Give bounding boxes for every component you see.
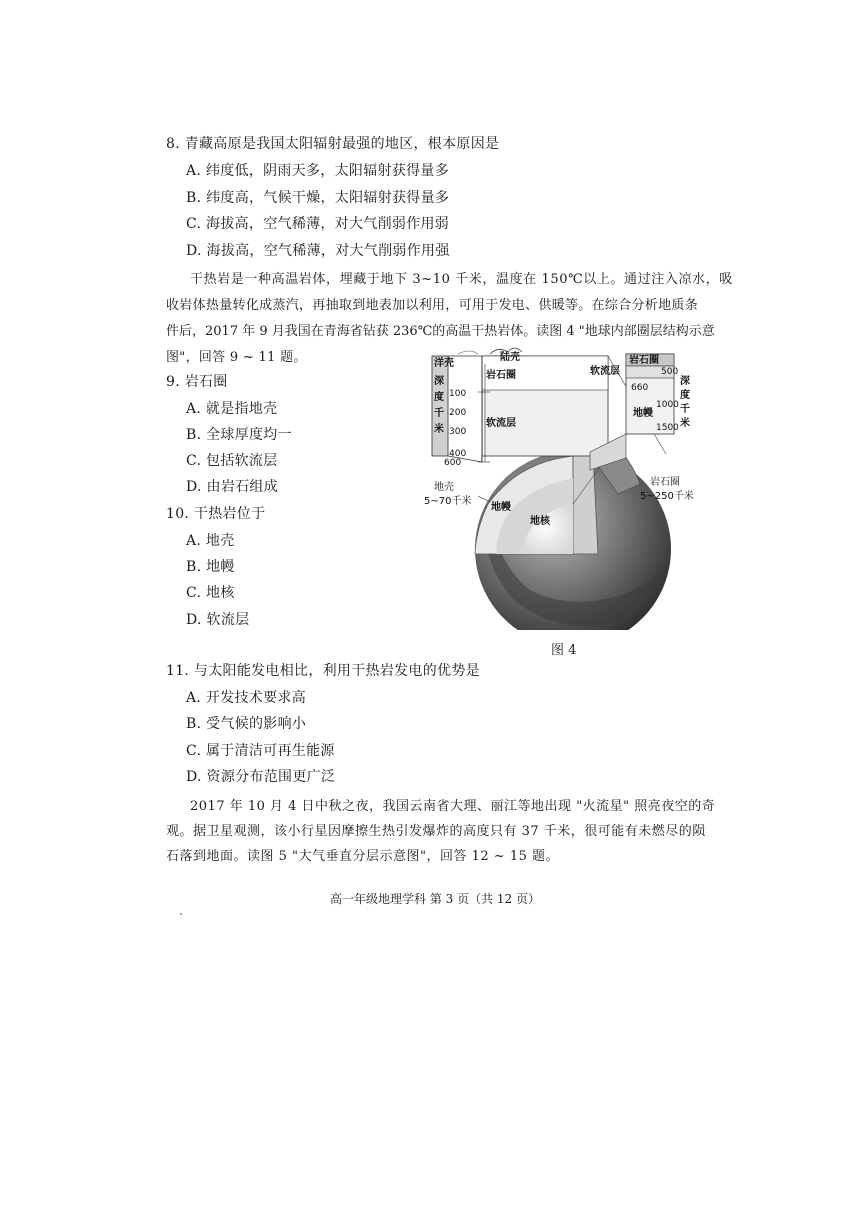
q11-option-a: A. 开发技术要求高 <box>186 690 307 706</box>
earth-sphere <box>475 448 671 630</box>
q10-option-d: D. 软流层 <box>186 612 250 628</box>
left-lithosphere-label: 岩石圈 <box>486 370 516 381</box>
q10-option-a: A. 地壳 <box>186 533 235 549</box>
q10-stem: 10. 干热岩位于 <box>166 506 266 522</box>
left-ocean-crust-label: 洋壳 <box>434 358 454 369</box>
right-axis-char-2: 度 <box>680 390 690 401</box>
sphere-lithosphere-label: 岩石圈 <box>650 477 680 488</box>
earth-structure-diagram <box>418 344 708 630</box>
q11-option-c: C. 属于清洁可再生能源 <box>186 743 335 759</box>
right-tick-660: 660 <box>631 383 649 393</box>
left-tick-100: 100 <box>449 389 467 399</box>
q8-option-d: D. 海拔高，空气稀薄，对大气削弱作用强 <box>186 243 450 259</box>
left-tick-600: 600 <box>444 458 462 468</box>
right-axis-char-4: 米 <box>680 418 690 429</box>
right-axis-char-3: 千 <box>680 404 690 415</box>
crust-label: 地壳 <box>434 482 454 493</box>
left-tick-400: 400 <box>449 449 467 459</box>
sphere-lithosphere-range-label: 5~250千米 <box>640 491 694 502</box>
q9-option-b: B. 全球厚度均一 <box>186 427 292 443</box>
intro1-line3: 件后，2017 年 9 月我国在青海省钻获 236℃的高温干热岩体。读图 4 "地球内部圈层结构示意 <box>166 324 715 339</box>
right-tick-1000: 1000 <box>656 400 679 410</box>
right-mantle-label: 地幔 <box>633 408 653 419</box>
left-axis-char-3: 千 <box>434 408 444 419</box>
q11-option-d: D. 资源分布范围更广泛 <box>186 769 336 785</box>
page-footer: 高一年级地理学科 第 3 页（共 12 页） <box>330 892 540 906</box>
right-tick-1500: 1500 <box>656 423 679 433</box>
left-tick-200: 200 <box>449 408 467 418</box>
crust-range-label: 5~70千米 <box>424 496 472 507</box>
right-lithosphere-label: 岩石圈 <box>629 355 659 366</box>
left-land-crust-label: 陆壳 <box>500 352 520 363</box>
left-axis-char-4: 米 <box>434 424 444 435</box>
q10-option-b: B. 地幔 <box>186 559 235 575</box>
q11-option-b: B. 受气候的影响小 <box>186 716 307 732</box>
intro1-line2: 收岩体热量转化成蒸汽，再抽取到地表加以利用，可用于发电、供暖等。在综合分析地质条 <box>166 298 699 313</box>
q10-option-c: C. 地核 <box>186 585 235 601</box>
q9-option-a: A. 就是指地壳 <box>186 401 278 417</box>
q11-stem: 11. 与太阳能发电相比，利用干热岩发电的优势是 <box>166 663 480 679</box>
right-tick-500: 500 <box>661 367 679 377</box>
left-axis-char-2: 度 <box>434 392 444 403</box>
q8-option-c: C. 海拔高，空气稀薄，对大气削弱作用弱 <box>186 216 450 232</box>
earth-structure-figure <box>418 344 708 630</box>
left-tick-300: 300 <box>449 427 467 437</box>
left-axis-char-1: 深 <box>434 376 444 387</box>
left-asthenosphere-label: 软流层 <box>486 418 516 429</box>
q8-option-a: A. 纬度低，阴雨天多，太阳辐射获得量多 <box>186 163 450 179</box>
intro1-line1: 干热岩是一种高温岩体，埋藏于地下 3~10 千米，温度在 150℃以上。通过注入凉水，吸 <box>190 272 733 287</box>
scan-speck <box>180 913 182 915</box>
intro2-line2: 观。据卫星观测，该小行星因摩擦生热引发爆炸的高度只有 37 千米，很可能有未燃尽的陨 <box>166 824 706 839</box>
intro2-line3: 石落到地面。读图 5 "大气垂直分层示意图"，回答 12 ~ 15 题。 <box>166 849 560 864</box>
right-asthenosphere-label: 软流层 <box>590 366 620 377</box>
sphere-core-label: 地核 <box>530 516 550 527</box>
q9-option-c: C. 包括软流层 <box>186 453 278 469</box>
q8-stem: 8. 青藏高原是我国太阳辐射最强的地区，根本原因是 <box>166 136 500 152</box>
intro1-line4: 图"，回答 9 ~ 11 题。 <box>166 350 307 365</box>
q9-option-d: D. 由岩石组成 <box>186 479 279 495</box>
sphere-mantle-label: 地幔 <box>491 502 511 513</box>
q8-option-b: B. 纬度高，气候干燥，太阳辐射获得量多 <box>186 190 450 206</box>
figure-caption: 图 4 <box>551 643 577 658</box>
intro2-line1: 2017 年 10 月 4 日中秋之夜，我国云南省大理、丽江等地出现 "火流星" 照亮夜空的奇 <box>190 799 716 814</box>
right-axis-char-1: 深 <box>680 376 690 387</box>
q9-stem: 9. 岩石圈 <box>166 374 228 390</box>
